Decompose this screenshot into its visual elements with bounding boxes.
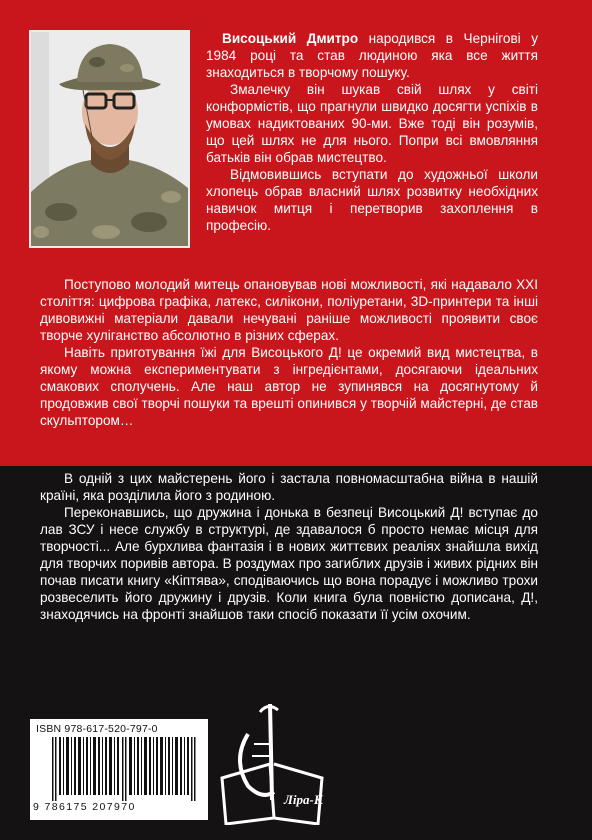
paragraph-service-book: Переконавшись, що дружина і донька в безпеці Висоцький Д! вступає до лав ЗСУ і несе службу в структурі, де здавалося б просто немає місця для творчості... Але бурхлива фантазія і в нових життєвих реаліях знайшла вихід для творчих поривів автора. В роздумах про загиблих друзів і живих рідних він почав писати книгу «Кіптява», сподіваючись що вона порадує і можливо трохи розвеселить його дружину і друзів. Коли книга була повністю дописана, Д!, знаходячись на фронті знайшов таки спосіб показати її усім охочим. (40, 505, 538, 622)
paragraph-childhood: Змалечку він шукав свій шлях у світі конформістів, що прагнули швидко досягти успіхів в умовах надиктованих 90-ми. Вже тоді він розумів, що цей шлях не для нього. Попри всі вмовляння батьків він обрав мистецтво. (206, 82, 538, 165)
intro-paragraph (206, 30, 538, 81)
author-intro (206, 30, 538, 234)
isbn-barcode-box (30, 719, 208, 820)
publisher-logo (212, 700, 362, 825)
author-name: Висоцький Дмитро (222, 31, 359, 46)
author-photo (29, 30, 190, 248)
barcode-number: 9 786175 207970 (33, 801, 136, 813)
lyre-book-logo-icon (212, 700, 362, 825)
isbn-text: ISBN 978-617-520-797-0 (36, 723, 158, 735)
paragraph-cooking: Навіть приготування їжі для Висоцького Д! це окремий вид мистецтва, в якому можна експериментувати з інгредієнтами, досягаючи ідеальних смакових сполучень. Але наш автор не зупинявся на досягнутому й продовжив свої творчі пошуки та врешті опинився у творчій майстерні, де став скульптором… (40, 345, 538, 428)
body-text-red (40, 276, 538, 429)
barcode-icon (52, 737, 202, 801)
body-text-black (40, 470, 538, 623)
paragraph-new-possibilities: Поступово молодий митець опановував нові можливості, які надавало XXI століття: цифрова графіка, латекс, силікони, поліуретани, 3D-принтери та інші дивовижні матеріали давали нечувані раніше можливості проявити своє творче хуліганство абсолютно в різних сферах. (40, 277, 538, 343)
author-portrait-illustration (31, 32, 188, 246)
intro-text: народився в Чернігові у 1984 році та став людиною яка все життя знаходиться в творчому пошуку. (206, 31, 539, 80)
paragraph-war: В одній з цих майстерень його і застала повномасштабна війна в нашій країні, яка розділила його з родиною. (40, 471, 538, 503)
paragraph-art-school: Відмовившись вступати до художньої школи хлопець обрав власний шлях розвитку необхідних навичок митця і перетворив захоплення в професію. (206, 167, 538, 233)
publisher-name: Ліра-К (284, 792, 323, 807)
